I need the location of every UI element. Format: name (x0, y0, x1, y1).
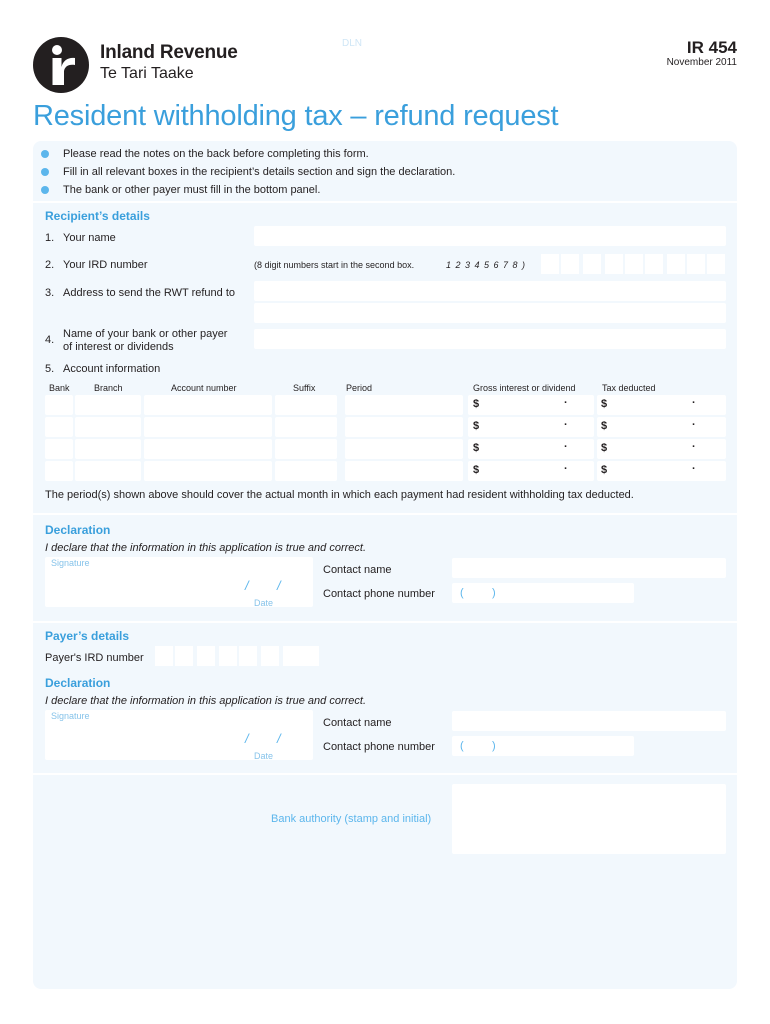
gross-field[interactable] (468, 417, 594, 437)
col-period: Period (346, 383, 373, 393)
q2-label: Your IRD number (63, 259, 148, 271)
instruction-1: Please read the notes on the back before completing this form. (63, 148, 369, 160)
gross-field[interactable] (468, 461, 594, 481)
payer-declaration-heading: Declaration (45, 676, 111, 690)
gross-field[interactable] (468, 395, 594, 415)
suffix-field[interactable] (275, 417, 337, 437)
bank-field[interactable] (45, 395, 73, 415)
payer-ird-digit-box[interactable] (301, 646, 319, 666)
contact-name-field[interactable] (452, 558, 726, 578)
period-field[interactable] (345, 461, 463, 481)
q3-label: Address to send the RWT refund to (63, 287, 236, 299)
q5-number: 5. (45, 363, 55, 375)
account-number-field[interactable] (144, 395, 272, 415)
divider (33, 513, 737, 515)
payer-declaration-statement: I declare that the information in this application is true and correct. (45, 695, 367, 707)
contact-phone-field[interactable] (452, 583, 634, 603)
ird-digit-box[interactable] (583, 254, 601, 274)
col-tax: Tax deducted (602, 383, 656, 393)
q5-label: Account information (63, 363, 161, 375)
q4-number: 4. (45, 334, 55, 346)
gross-field[interactable] (468, 439, 594, 459)
decimal-point: · (564, 397, 568, 409)
period-note: The period(s) shown above should cover the actual month in which each payment had resident withholding tax deducted. (45, 489, 634, 501)
area-code-close: ) (492, 740, 496, 752)
divider (33, 621, 737, 623)
q1-number: 1. (45, 232, 55, 244)
payer-contact-phone-label: Contact phone number (323, 741, 435, 753)
decimal-point: · (564, 441, 568, 453)
divider (33, 201, 737, 203)
org-name: Inland Revenue (100, 42, 238, 63)
q4-label-line1: Name of your bank or other payer (63, 328, 228, 340)
ird-digit-box[interactable] (561, 254, 579, 274)
q4-label-line2: of interest or dividends (63, 341, 174, 353)
address-line-1-field[interactable] (254, 281, 726, 301)
dollar-sign: $ (601, 442, 608, 454)
account-number-field[interactable] (144, 439, 272, 459)
q3-number: 3. (45, 287, 55, 299)
dollar-sign: $ (601, 464, 608, 476)
period-field[interactable] (345, 417, 463, 437)
area-code-close: ) (492, 587, 496, 599)
area-code-open: ( (460, 587, 464, 599)
declaration-statement: I declare that the information in this application is true and correct. (45, 542, 367, 554)
divider (33, 773, 737, 775)
q1-label: Your name (63, 232, 116, 244)
tax-field[interactable] (597, 461, 726, 481)
your-name-field[interactable] (254, 226, 726, 246)
suffix-field[interactable] (275, 395, 337, 415)
branch-field[interactable] (75, 395, 141, 415)
instruction-3: The bank or other payer must fill in the bottom panel. (63, 184, 321, 196)
q2-number: 2. (45, 259, 55, 271)
ird-digit-box[interactable] (605, 254, 623, 274)
col-account-number: Account number (171, 383, 237, 393)
page-title: Resident withholding tax – refund request (33, 100, 559, 132)
account-number-field[interactable] (144, 461, 272, 481)
dollar-sign: $ (601, 398, 608, 410)
payer-ird-digit-box[interactable] (155, 646, 173, 666)
recipient-heading: Recipient’s details (45, 209, 150, 223)
payer-ird-digit-box[interactable] (197, 646, 215, 666)
bullet-icon (41, 186, 49, 194)
address-line-2-field[interactable] (254, 303, 726, 323)
dollar-sign: $ (473, 464, 480, 476)
date-slash: / (277, 731, 281, 746)
declaration-heading: Declaration (45, 523, 111, 537)
col-bank: Bank (49, 383, 70, 393)
suffix-field[interactable] (275, 461, 337, 481)
bank-field[interactable] (45, 439, 73, 459)
account-number-field[interactable] (144, 417, 272, 437)
bank-name-field[interactable] (254, 329, 726, 349)
col-branch: Branch (94, 383, 123, 393)
ird-digit-box[interactable] (667, 254, 685, 274)
payer-ird-digit-box[interactable] (283, 646, 301, 666)
form-date: November 2011 (666, 57, 737, 68)
date-slash: / (245, 731, 249, 746)
date-hint: Date (254, 598, 274, 608)
instruction-2: Fill in all relevant boxes in the recipient’s details section and sign the declaration. (63, 166, 456, 178)
ird-digit-box[interactable] (625, 254, 643, 274)
payer-date-hint: Date (254, 751, 274, 761)
payer-contact-name-field[interactable] (452, 711, 726, 731)
payer-ird-label: Payer's IRD number (45, 652, 144, 664)
org-name-maori: Te Tari Taake (100, 65, 194, 82)
contact-phone-label: Contact phone number (323, 588, 435, 600)
decimal-point: · (564, 419, 568, 431)
tax-field[interactable] (597, 395, 726, 415)
col-gross: Gross interest or dividend (473, 383, 576, 393)
dollar-sign: $ (473, 420, 480, 432)
dollar-sign: $ (473, 398, 480, 410)
payer-ird-digit-box[interactable] (175, 646, 193, 666)
inland-revenue-logo-icon (33, 37, 89, 93)
payer-contact-name-label: Contact name (323, 717, 392, 729)
decimal-point: · (692, 397, 696, 409)
bullet-icon (41, 150, 49, 158)
contact-name-label: Contact name (323, 564, 392, 576)
payer-heading: Payer’s details (45, 629, 130, 643)
decimal-point: · (692, 441, 696, 453)
signature-hint: Signature (51, 558, 90, 568)
tax-field[interactable] (597, 439, 726, 459)
ird-digit-box[interactable] (645, 254, 663, 274)
decimal-point: · (564, 463, 568, 475)
bank-authority-label: Bank authority (stamp and initial) (271, 813, 432, 825)
bank-field[interactable] (45, 461, 73, 481)
branch-field[interactable] (75, 417, 141, 437)
dollar-sign: $ (601, 420, 608, 432)
payer-contact-phone-field[interactable] (452, 736, 634, 756)
suffix-field[interactable] (275, 439, 337, 459)
bank-field[interactable] (45, 417, 73, 437)
dollar-sign: $ (473, 442, 480, 454)
ird-hint: (8 digit numbers start in the second box. (254, 260, 415, 270)
bank-authority-box[interactable] (452, 784, 726, 854)
payer-signature-hint: Signature (51, 711, 90, 721)
dln-label: DLN (342, 38, 363, 49)
ird-digit-box[interactable] (541, 254, 559, 274)
branch-field[interactable] (75, 439, 141, 459)
ird-digit-box[interactable] (707, 254, 725, 274)
col-suffix: Suffix (293, 383, 316, 393)
payer-ird-digit-box[interactable] (219, 646, 237, 666)
ird-example: 1 2 3 4 5 6 7 8 ) (446, 260, 527, 270)
period-field[interactable] (345, 395, 463, 415)
bullet-icon (41, 168, 49, 176)
decimal-point: · (692, 419, 696, 431)
ird-digit-box[interactable] (687, 254, 705, 274)
payer-ird-digit-box[interactable] (261, 646, 279, 666)
date-slash: / (245, 578, 249, 593)
decimal-point: · (692, 463, 696, 475)
payer-ird-digit-box[interactable] (239, 646, 257, 666)
form-number: IR 454 (686, 38, 737, 57)
area-code-open: ( (460, 740, 464, 752)
period-field[interactable] (345, 439, 463, 459)
tax-field[interactable] (597, 417, 726, 437)
branch-field[interactable] (75, 461, 141, 481)
date-slash: / (277, 578, 281, 593)
